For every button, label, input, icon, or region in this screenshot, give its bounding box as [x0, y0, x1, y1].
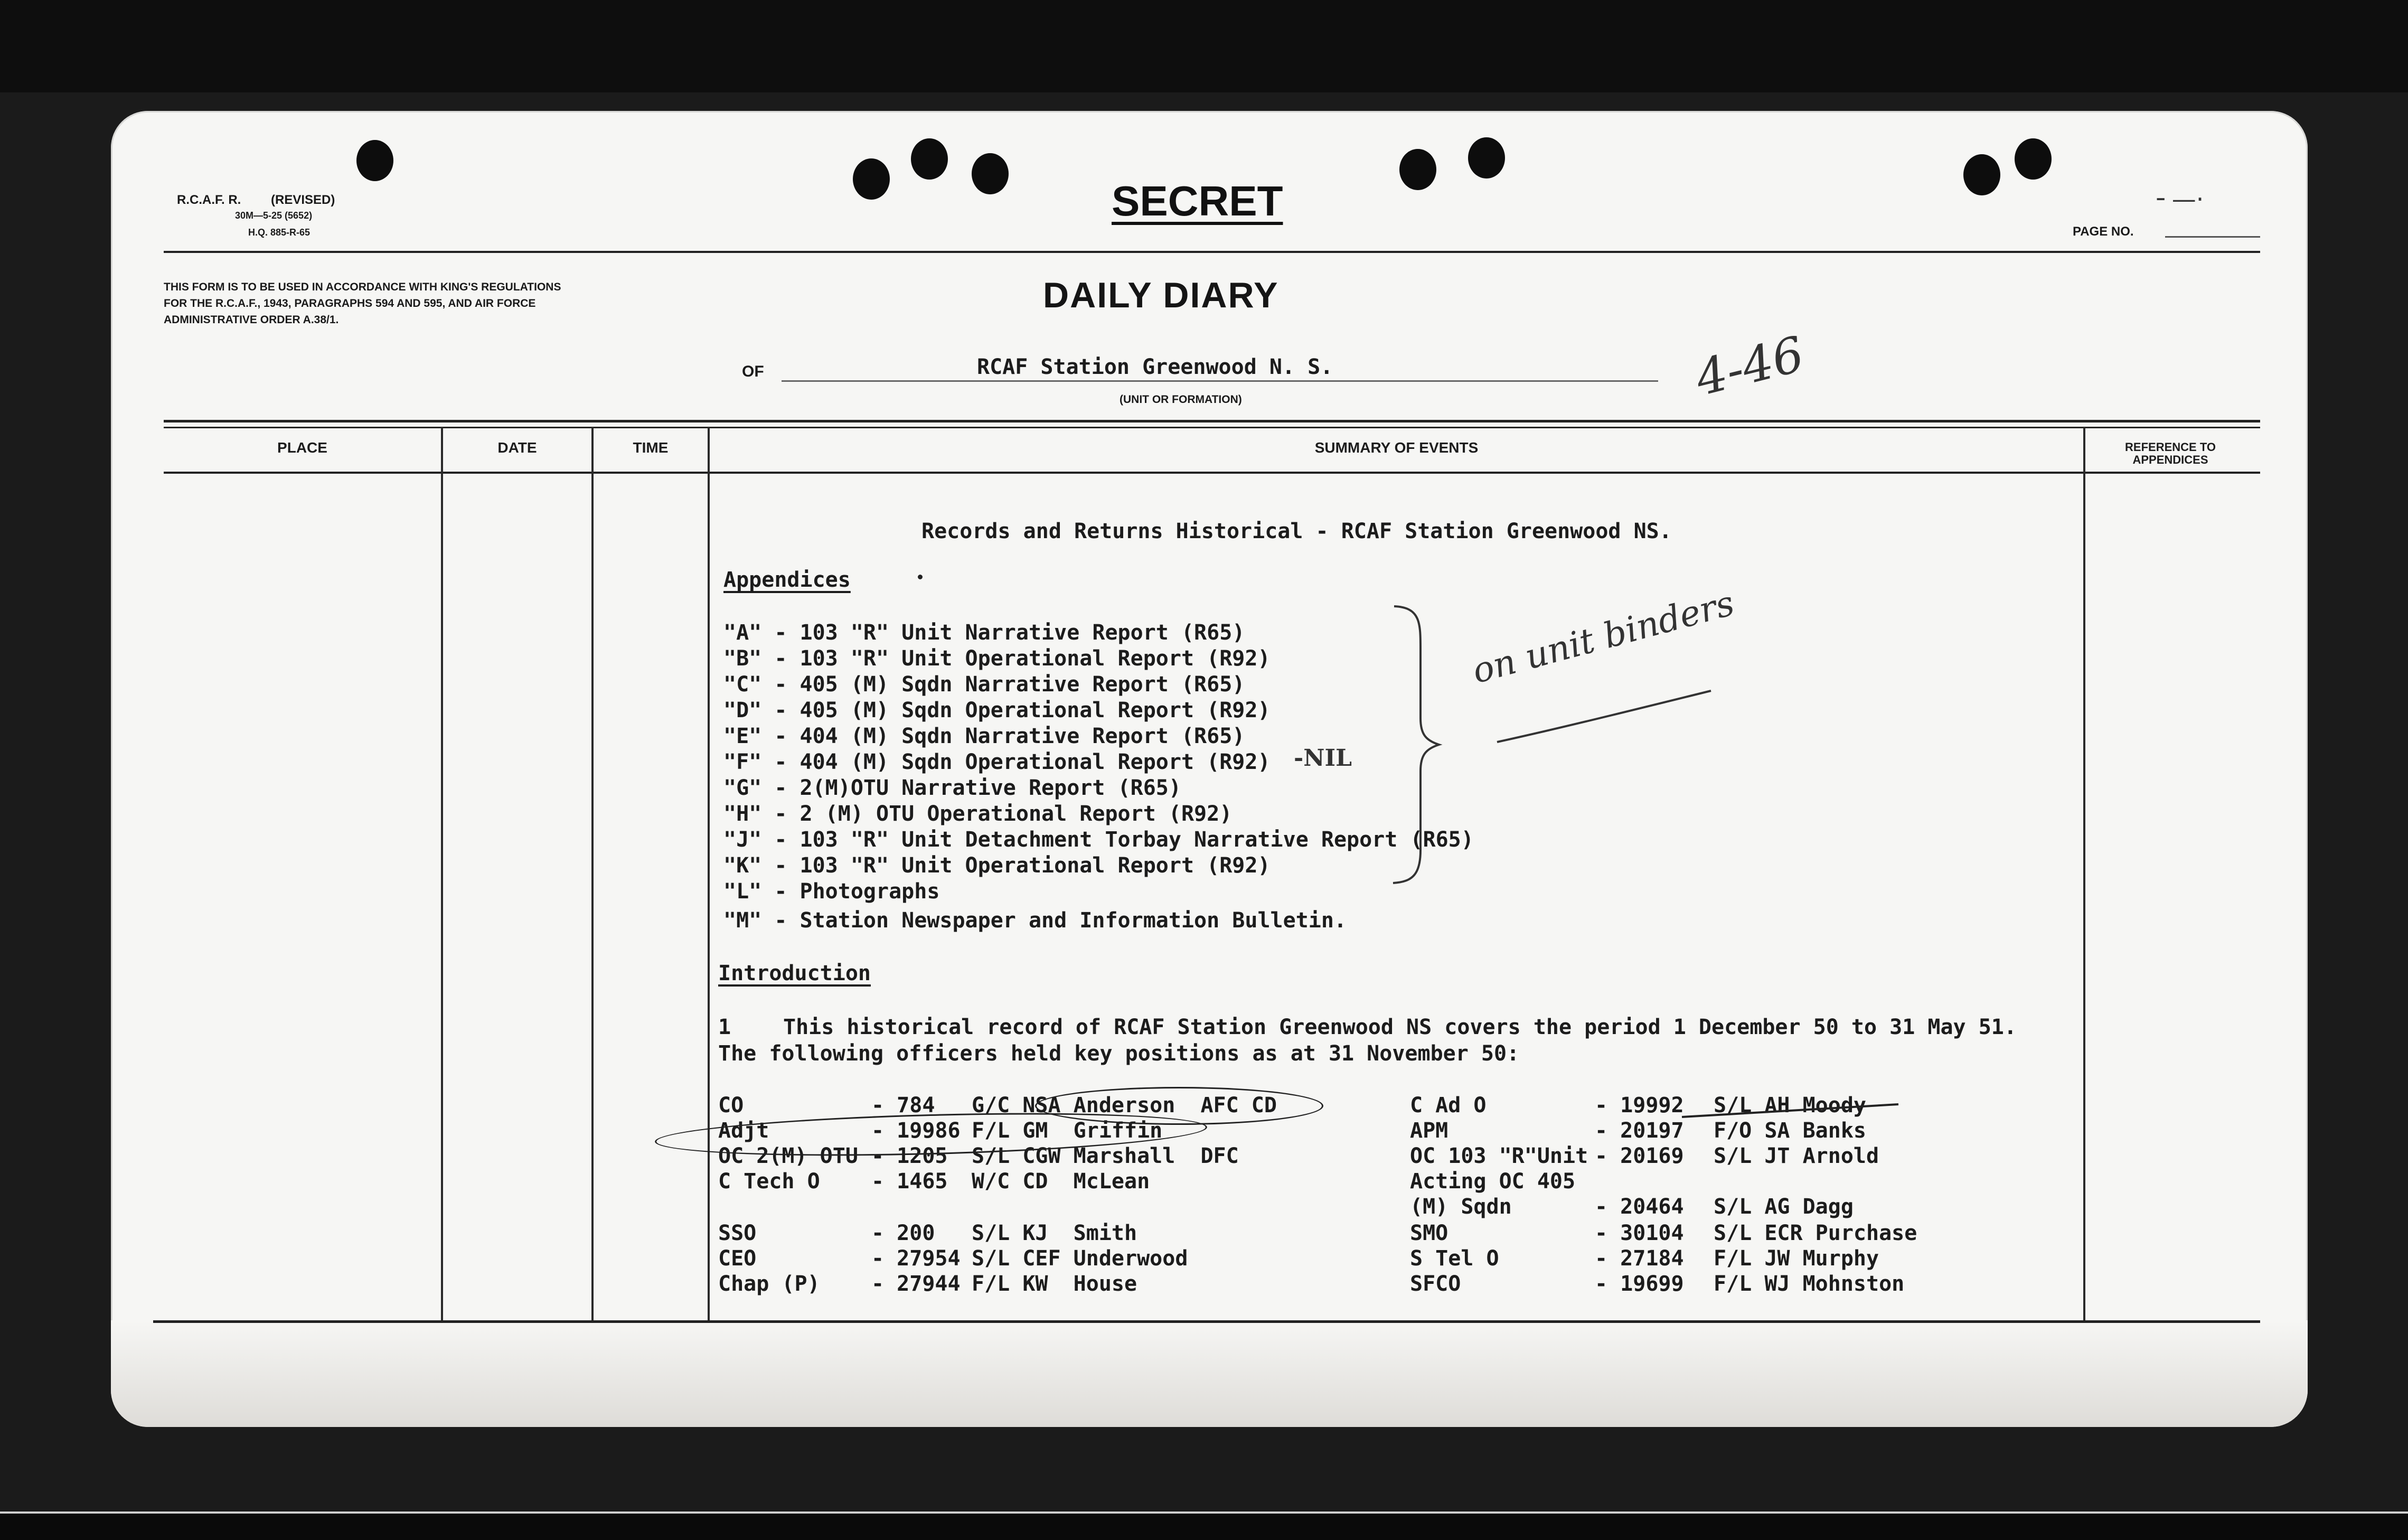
appendix-item: "J" - 103 "R" Unit Detachment Torbay Narrative Report (R65): [723, 828, 1474, 852]
appendix-item: "M" - Station Newspaper and Information Bulletin.: [723, 908, 1347, 933]
scan-top-border: [0, 0, 2408, 92]
officer-role: OC 2(M) OTU: [718, 1144, 858, 1168]
form-code-line2: 30M—5-25 (5652): [235, 210, 313, 221]
officer-number: - 27944: [871, 1272, 961, 1296]
officer-number: - 200: [871, 1221, 935, 1245]
column-divider: [591, 427, 594, 1320]
officer-name: S/L ECR Purchase: [1714, 1221, 1917, 1245]
appendix-item: "D" - 405 (M) Sqdn Operational Report (R92): [723, 698, 1271, 722]
officer-row: [718, 1093, 744, 1118]
form-code: [177, 193, 335, 208]
summary-heading: Records and Returns Historical - RCAF Station Greenwood NS.: [921, 519, 1672, 543]
classification-stamp: SECRET: [1112, 177, 1283, 224]
officer-number: - 1465: [871, 1169, 948, 1194]
punch-hole: [911, 138, 948, 180]
officer-name: S/L JT Arnold: [1714, 1144, 1879, 1168]
appendix-item: "E" - 404 (M) Sqdn Narrative Report (R65): [723, 724, 1245, 748]
officer-role: CO: [718, 1093, 744, 1118]
officer-role: S Tel O: [1410, 1246, 1499, 1271]
punch-hole: [972, 153, 1009, 194]
scan-bottom-border: [0, 1511, 2408, 1540]
appendices-heading: Appendices: [723, 568, 851, 592]
officer-number: - 19699: [1595, 1272, 1684, 1296]
officer-number: - 20464: [1595, 1195, 1684, 1219]
punch-hole: [1468, 137, 1505, 179]
form-code-line3: H.Q. 885-R-65: [248, 227, 311, 238]
punch-hole: [2015, 138, 2052, 180]
table-header-rule: [164, 472, 2260, 474]
form-title: DAILY DIARY: [1043, 275, 1279, 315]
officer-number: - 27184: [1595, 1246, 1684, 1271]
pen-underline-mark: [1679, 1101, 1901, 1122]
column-divider: [708, 427, 710, 1320]
officer-role: Acting OC 405: [1410, 1169, 1576, 1194]
paragraph-line: This historical record of RCAF Station Greenwood NS covers the period 1 December 50 to 31 May 51.: [783, 1015, 2017, 1039]
appendix-item: "F" - 404 (M) Sqdn Operational Report (R92): [723, 750, 1271, 774]
table-top-rule: [164, 420, 2260, 422]
officer-role: CEO: [718, 1246, 757, 1271]
officer-number: - 19992: [1595, 1093, 1684, 1118]
of-label: OF: [742, 363, 764, 380]
binder-underline: [1494, 687, 1716, 750]
form-code-line1: R.C.A.F. R.: [177, 193, 241, 207]
page-no-label: PAGE NO.: [2073, 224, 2134, 239]
appendix-item: "H" - 2 (M) OTU Operational Report (R92): [723, 802, 1233, 826]
card-bottom-shading: [111, 1320, 2308, 1427]
page-no-line: [2165, 236, 2260, 238]
officer-number: - 784: [871, 1093, 935, 1118]
appendix-item: "K" - 103 "R" Unit Operational Report (R92): [723, 853, 1271, 878]
table-bottom-rule: [153, 1320, 2260, 1323]
officer-role: SMO: [1410, 1221, 1448, 1245]
column-header-date: DATE: [497, 439, 537, 456]
binder-note: on unit binders: [1468, 583, 1739, 692]
page-mark: ╴—·: [2157, 185, 2204, 213]
column-header-time: TIME: [633, 439, 669, 456]
officer-name: F/L GM Griffin: [972, 1119, 1163, 1143]
officer-role: Chap (P): [718, 1272, 820, 1296]
officer-number: - 27954: [871, 1246, 961, 1271]
paragraph-line: The following officers held key positions as at 31 November 50:: [718, 1041, 1520, 1066]
appendix-item: "C" - 405 (M) Sqdn Narrative Report (R65): [723, 672, 1245, 697]
nil-note: -NIL: [1294, 745, 1352, 772]
officer-name: G/C NSA Anderson AFC CD: [972, 1093, 1277, 1118]
column-header-reference: REFERENCE TO APPENDICES: [2125, 440, 2216, 466]
officer-name: S/L KJ Smith: [972, 1221, 1137, 1245]
handwritten-reference: 4-46: [1690, 325, 1810, 407]
introduction-heading: Introduction: [718, 961, 871, 985]
punch-hole: [356, 140, 393, 181]
officer-name: S/L CEF Underwood: [972, 1246, 1188, 1271]
appendix-item: "A" - 103 "R" Unit Narrative Report (R65): [723, 621, 1245, 645]
officer-role: SFCO: [1410, 1272, 1461, 1296]
officer-role: Adjt: [718, 1119, 769, 1143]
column-divider: [2083, 427, 2085, 1320]
paragraph-number: 1: [718, 1015, 731, 1039]
officer-name: F/L JW Murphy: [1714, 1246, 1879, 1271]
dot-mark: [918, 575, 923, 579]
unit-line: [782, 380, 1658, 382]
punch-hole: [1963, 154, 2000, 195]
appendix-item: "B" - 103 "R" Unit Operational Report (R92): [723, 646, 1271, 671]
officer-name: W/C CD McLean: [972, 1169, 1150, 1194]
officer-name: S/L AG Dagg: [1714, 1195, 1854, 1219]
officer-name: S/L CGW Marshall DFC: [972, 1144, 1239, 1168]
officer-role: OC 103 "R"Unit: [1410, 1144, 1588, 1168]
header-rule: [164, 251, 2260, 253]
officer-number: - 1205: [871, 1144, 948, 1168]
officer-number: - 20197: [1595, 1119, 1684, 1143]
officer-role: APM: [1410, 1119, 1448, 1143]
column-divider: [441, 427, 443, 1320]
officer-role: SSO: [718, 1221, 757, 1245]
table-top-rule-2: [164, 427, 2260, 428]
officer-role: (M) Sqdn: [1410, 1195, 1512, 1219]
punch-hole: [1399, 149, 1436, 190]
officer-name: F/L WJ Mohnston: [1714, 1272, 1905, 1296]
unit-value: RCAF Station Greenwood N. S.: [977, 355, 1333, 379]
brace-mark: [1384, 602, 1447, 887]
column-header-place: PLACE: [277, 439, 327, 456]
officer-role: C Tech O: [718, 1169, 820, 1194]
column-header-summary: SUMMARY OF EVENTS: [1314, 439, 1479, 456]
appendix-item: "L" - Photographs: [723, 879, 940, 904]
unit-caption: (UNIT OR FORMATION): [1120, 393, 1242, 406]
officer-number: - 19986: [871, 1119, 961, 1143]
regulation-note: THIS FORM IS TO BE USED IN ACCORDANCE WITH KING'S REGULATIONS FOR THE R.C.A.F., 1943, PARAGRAPHS 594 AND 595, AND AIR FORCE ADMINISTRATIVE ORDER A.38/1.: [164, 281, 561, 326]
punch-hole: [853, 158, 890, 200]
officer-name: F/L KW House: [972, 1272, 1137, 1296]
officer-number: - 20169: [1595, 1144, 1684, 1168]
officer-number: - 30104: [1595, 1221, 1684, 1245]
officer-name: F/O SA Banks: [1714, 1119, 1866, 1143]
appendix-item: "G" - 2(M)OTU Narrative Report (R65): [723, 776, 1181, 800]
officer-role: C Ad O: [1410, 1093, 1487, 1118]
officer-name: S/L AH Moody: [1714, 1093, 1866, 1118]
form-code-revised: (REVISED): [271, 193, 335, 207]
